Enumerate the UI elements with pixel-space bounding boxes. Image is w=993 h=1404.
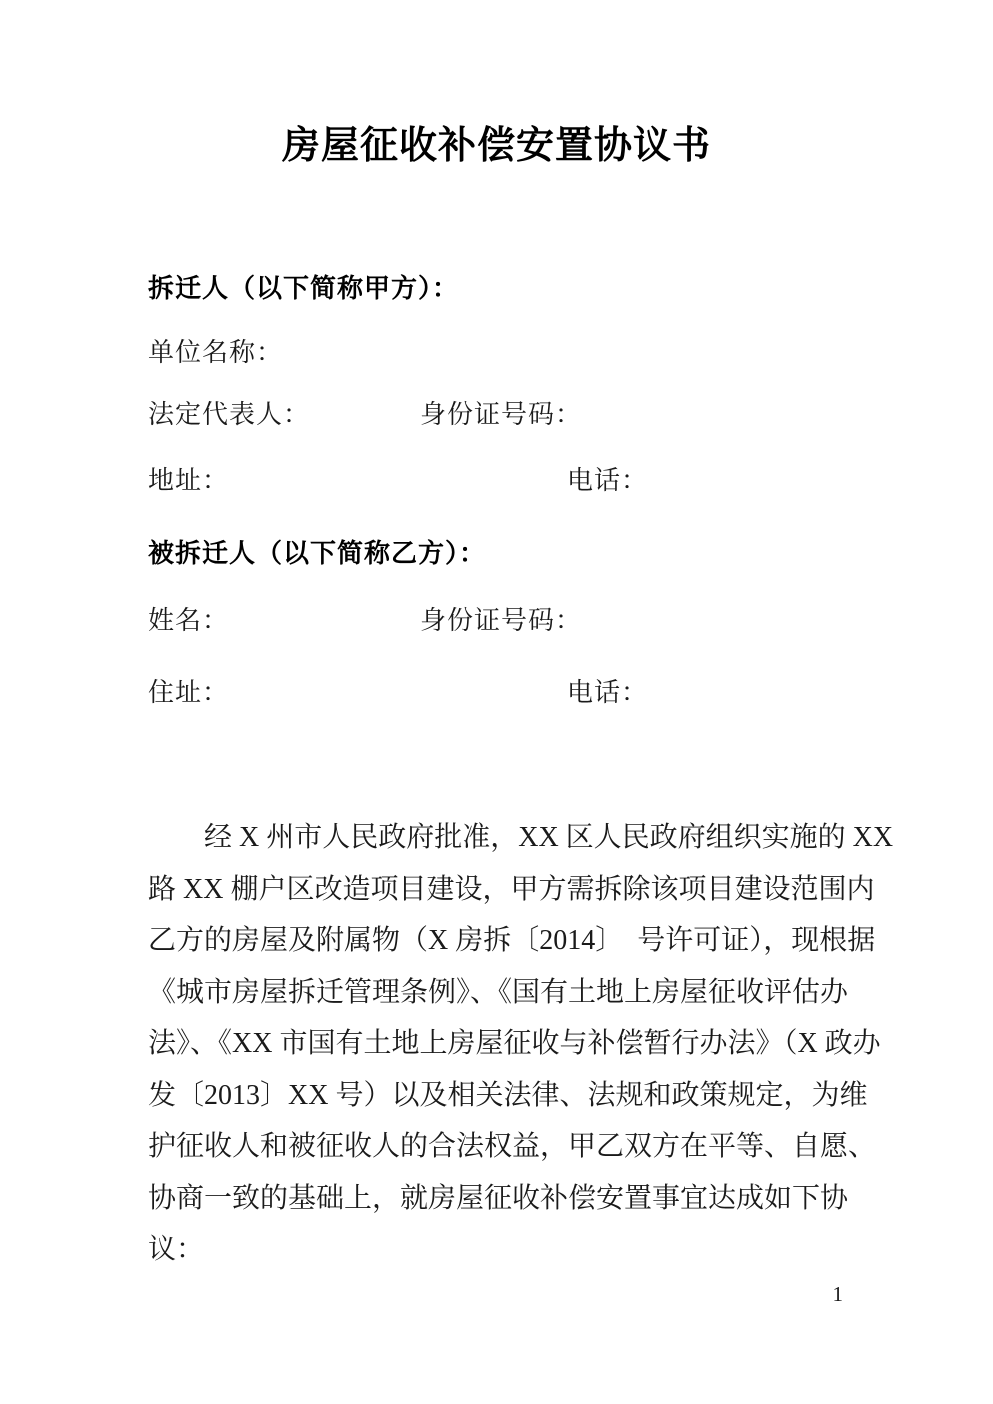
party-a-phone-label: 电话： [567,466,649,495]
party-b-address-row [148,676,845,710]
party-a-heading-row [148,272,845,306]
legal-rep-row [148,398,845,432]
party-a-id-number-label: 身份证号码： [420,400,583,429]
party-a-address-label: 地址： [148,466,230,495]
document-title: 房屋征收补偿安置协议书 [281,125,711,167]
legal-rep-label: 法定代表人： [148,400,311,429]
preamble-line: 议： [148,1234,205,1265]
preamble-line: 护征收人和被征收人的合法权益，甲乙双方在平等、自愿、 [148,1131,877,1162]
name-row [148,604,845,638]
unit-name-label: 单位名称： [148,338,284,367]
preamble-line: 路 XX 棚户区改造项目建设，甲方需拆除该项目建设范围内 [148,873,875,905]
preamble-line: 《城市房屋拆迁管理条例》、《国有土地上房屋征收评估办 [148,976,849,1008]
unit-name-row [148,336,845,370]
party-b-phone-label: 电话： [567,678,649,707]
preamble-line: 经 X 州市人民政府批准，XX 区人民政府组织实施的 XX [204,822,894,853]
preamble-paragraph [148,812,894,1276]
party-a-heading: 拆迁人（以下简称甲方）： [148,274,460,303]
party-a-address-row [148,464,845,498]
preamble-line: 协商一致的基础上，就房屋征收补偿安置事宜达成如下协 [148,1182,849,1214]
party-b-address-label: 住址： [148,678,230,707]
preamble-line: 乙方的房屋及附属物（X 房拆〔2014〕 号许可证），现根据 [148,925,876,956]
party-b-name-label: 姓名： [148,606,230,635]
preamble-line: 法》、《XX 市国有土地上房屋征收与补偿暂行办法》（X 政办 [148,1028,881,1059]
party-b-heading-row [148,537,845,571]
page-number: 1 [832,1282,843,1306]
party-b-id-number-label: 身份证号码： [420,606,583,635]
party-b-heading: 被拆迁人（以下简称乙方）： [148,539,487,568]
preamble-line: 发〔2013〕XX 号）以及相关法律、法规和政策规定，为维 [148,1079,868,1111]
